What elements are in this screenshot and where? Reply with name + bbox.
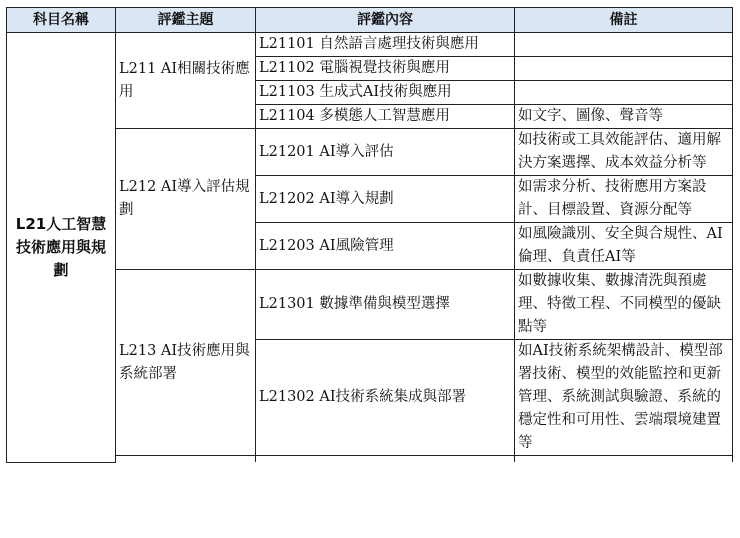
header-subject: 科目名稱 [7, 8, 116, 33]
content-cell: L21301 數據準備與模型選擇 [256, 270, 515, 340]
table-row [7, 270, 733, 340]
note-cell [515, 33, 733, 57]
header-note: 備註 [515, 8, 733, 33]
content-cell: L21302 AI技術系統集成與部署 [256, 340, 515, 456]
header-content: 評鑑內容 [256, 8, 515, 33]
continuation-cell [256, 456, 515, 463]
note-cell [515, 81, 733, 105]
note-cell: 如文字、圖像、聲音等 [515, 105, 733, 129]
table-row-continuation [7, 456, 733, 463]
continuation-cell [515, 456, 733, 463]
table-row [7, 129, 733, 176]
table-row [7, 33, 733, 57]
note-cell: 如風險識別、安全與合規性、AI倫理、負責任AI等 [515, 223, 733, 270]
note-cell: 如技術或工具效能評估、適用解決方案選擇、成本效益分析等 [515, 129, 733, 176]
subject-cell: L21人工智慧技術應用與規劃 [7, 33, 116, 463]
content-cell: L21103 生成式AI技術與應用 [256, 81, 515, 105]
topic-cell-l211: L211 AI相關技術應用 [116, 33, 256, 129]
note-cell: 如需求分析、技術應用方案設計、目標設置、資源分配等 [515, 176, 733, 223]
note-cell: 如AI技術系統架構設計、模型部署技術、模型的效能監控和更新管理、系統測試與驗證、系統的穩定性和可用性、雲端環境建置等 [515, 340, 733, 456]
note-cell: 如數據收集、數據清洗與預處理、特徵工程、不同模型的優缺點等 [515, 270, 733, 340]
topic-cell-l213: L213 AI技術應用與系統部署 [116, 270, 256, 456]
content-cell: L21202 AI導入規劃 [256, 176, 515, 223]
content-cell: L21201 AI導入評估 [256, 129, 515, 176]
topic-cell-l212: L212 AI導入評估規劃 [116, 129, 256, 270]
content-cell: L21102 電腦視覺技術與應用 [256, 57, 515, 81]
header-row [7, 8, 733, 33]
note-cell [515, 57, 733, 81]
content-cell: L21203 AI風險管理 [256, 223, 515, 270]
continuation-cell [116, 456, 256, 463]
content-cell: L21104 多模態人工智慧應用 [256, 105, 515, 129]
header-topic: 評鑑主題 [116, 8, 256, 33]
evaluation-table [6, 7, 733, 463]
content-cell: L21101 自然語言處理技術與應用 [256, 33, 515, 57]
